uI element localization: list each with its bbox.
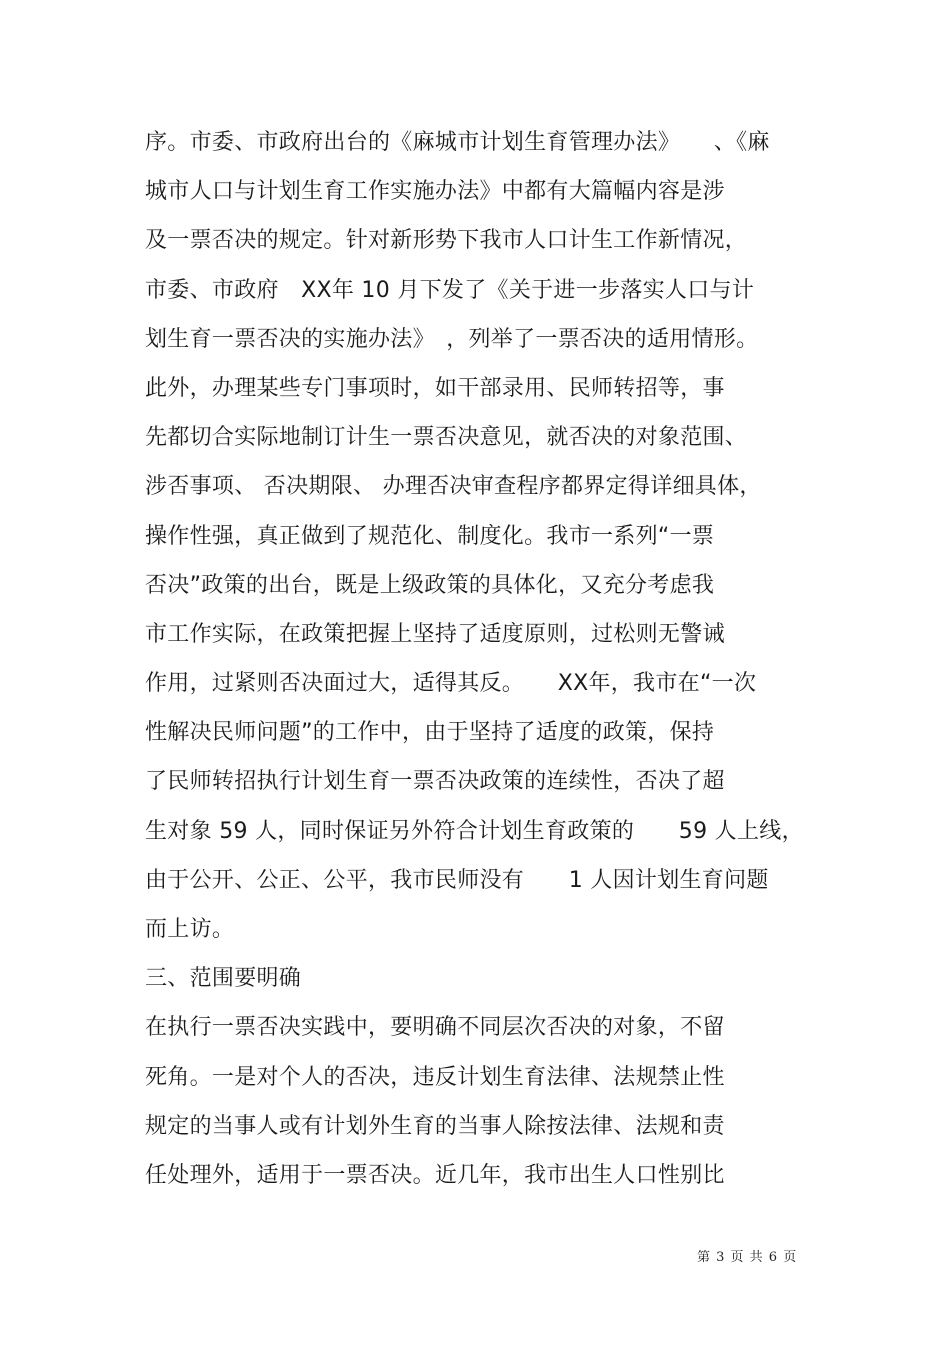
text-line: 作用，过紧则否决面过大，适得其反。 XX年，我市在“一次 — [145, 671, 757, 697]
text-line: 规定的当事人或有计划外生育的当事人除按法律、法规和责 — [145, 1113, 725, 1139]
text-line: 此外，办理某些专门事项时，如干部录用、民师转招等，事 — [145, 375, 725, 401]
text-line: 由于公开、公正、公平，我市民师没有 1 人因计划生育问题 — [145, 867, 769, 893]
text-line: 市工作实际，在政策把握上坚持了适度原则，过松则无警诫 — [145, 621, 725, 647]
text-line: 性解决民师问题”的工作中，由于坚持了适度的政策，保持 — [145, 720, 715, 746]
text-line: 否决”政策的出台，既是上级政策的具体化，又充分考虑我 — [145, 572, 715, 598]
text-line: 及一票否决的规定。针对新形势下我市人口计生工作新情况， — [145, 228, 748, 254]
text-line: 死角。一是对个人的否决，违反计划生育法律、法规禁止性 — [145, 1064, 725, 1090]
text-line: 划生育一票否决的实施办法》 ，列举了一票否决的适用情形。 — [145, 326, 759, 352]
text-line: 城市人口与计划生育工作实施办法》中都有大篇幅内容是涉 — [145, 179, 725, 205]
text-line: 生对象 59 人，同时保证另外符合计划生育政策的 59 人上线， — [145, 818, 804, 844]
page-footer: 第 3 页 共 6 页 — [697, 1250, 798, 1265]
text-line: 了民师转招执行计划生育一票否决政策的连续性，否决了超 — [145, 769, 725, 795]
text-line: 市委、市政府 XX年 10 月下发了《关于进一步落实人口与计 — [145, 277, 755, 303]
section-heading: 三、范围要明确 — [145, 966, 302, 992]
text-line: 而上访。 — [145, 917, 235, 942]
text-line: 先都切合实际地制订计生一票否决意见，就否决的对象范围、 — [145, 425, 748, 451]
text-line: 在执行一票否决实践中，要明确不同层次否决的对象，不留 — [145, 1015, 725, 1041]
text-line: 操作性强，真正做到了规范化、制度化。我市一系列“一票 — [145, 523, 715, 549]
body-text — [145, 118, 825, 1200]
text-line: 涉否事项、 否决期限、 办理否决审查程序都界定得详细具体， — [145, 474, 762, 500]
text-line: 序。市委、市政府出台的《麻城市计划生育管理办法》 、《麻 — [145, 130, 770, 155]
text-line: 任处理外，适用于一票否决。近几年，我市出生人口性别比 — [145, 1162, 725, 1188]
